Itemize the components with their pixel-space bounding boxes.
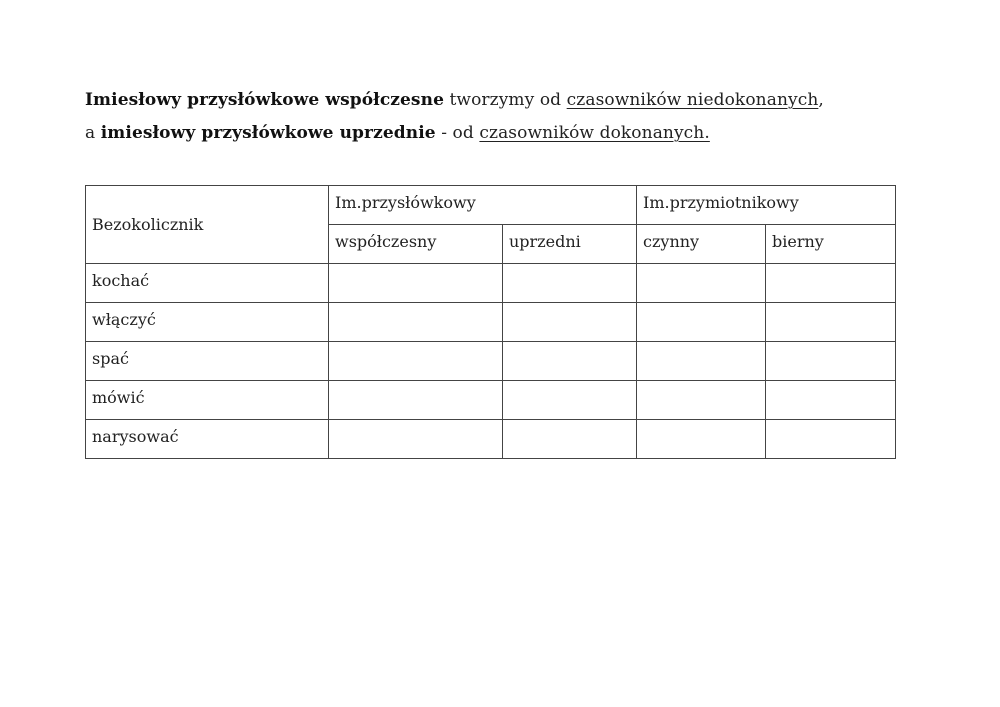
answer-cell[interactable]: [766, 342, 896, 381]
answer-cell[interactable]: [637, 303, 766, 342]
subheader-anterior: uprzedni: [503, 225, 637, 264]
answer-cell[interactable]: [766, 420, 896, 459]
answer-cell[interactable]: [637, 342, 766, 381]
answer-cell[interactable]: [329, 342, 503, 381]
intro-punctuation: ,: [818, 90, 824, 110]
answer-cell[interactable]: [503, 264, 637, 303]
intro-plain-text: tworzymy od: [443, 90, 567, 110]
answer-cell[interactable]: [329, 420, 503, 459]
answer-cell[interactable]: [766, 381, 896, 420]
table-header-row: [86, 186, 896, 225]
subheader-active: czynny: [637, 225, 766, 264]
intro-text: [85, 84, 945, 150]
underlined-imperfective-verbs: czasowników niedokonanych: [566, 90, 819, 110]
answer-cell[interactable]: [503, 342, 637, 381]
answer-cell[interactable]: [766, 264, 896, 303]
answer-cell[interactable]: [637, 381, 766, 420]
subheader-passive: bierny: [766, 225, 896, 264]
table-row: [86, 342, 896, 381]
verb-cell: narysować: [86, 420, 329, 459]
header-infinitive: Bezokolicznik: [86, 186, 329, 264]
subheader-contemporary: współczesny: [329, 225, 503, 264]
table-row: [86, 303, 896, 342]
table-row: [86, 264, 896, 303]
bold-term-anterior: imiesłowy przysłówkowe uprzednie: [100, 123, 436, 143]
verb-cell: spać: [86, 342, 329, 381]
answer-cell[interactable]: [503, 303, 637, 342]
answer-cell[interactable]: [766, 303, 896, 342]
verb-cell: mówić: [86, 381, 329, 420]
underlined-perfective-verbs: czasowników dokonanych.: [479, 123, 710, 143]
table-row: [86, 381, 896, 420]
table-row: [86, 420, 896, 459]
verb-cell: kochać: [86, 264, 329, 303]
answer-cell[interactable]: [329, 264, 503, 303]
answer-cell[interactable]: [637, 420, 766, 459]
answer-cell[interactable]: [329, 303, 503, 342]
header-adverbial-participle: Im.przysłówkowy: [329, 186, 637, 225]
participles-table: [85, 185, 896, 459]
answer-cell[interactable]: [503, 381, 637, 420]
header-adjectival-participle: Im.przymiotnikowy: [637, 186, 896, 225]
intro-conjunction: a: [85, 123, 101, 143]
bold-term-contemporary: Imiesłowy przysłówkowe współczesne: [85, 90, 444, 110]
answer-cell[interactable]: [329, 381, 503, 420]
verb-cell: włączyć: [86, 303, 329, 342]
intro-line-1: [85, 84, 945, 117]
intro-line-2: [85, 117, 945, 150]
answer-cell[interactable]: [637, 264, 766, 303]
answer-cell[interactable]: [503, 420, 637, 459]
intro-plain-text: - od: [435, 123, 480, 143]
